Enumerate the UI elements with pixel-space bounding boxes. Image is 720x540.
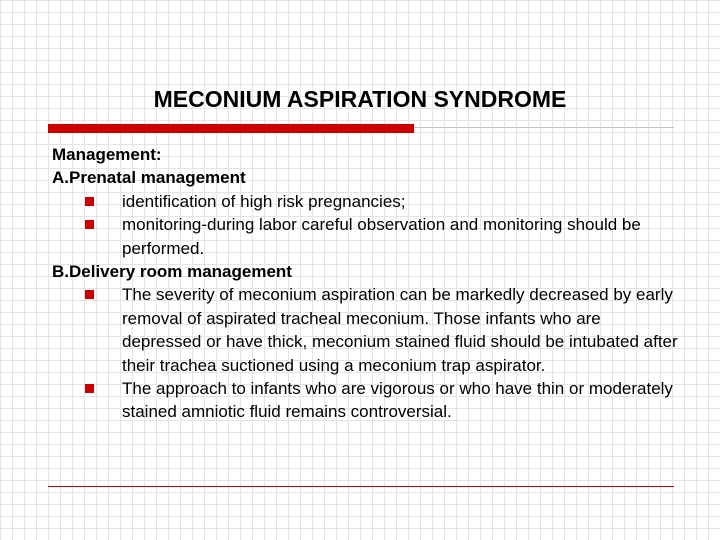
square-bullet-icon [85, 197, 94, 206]
bullet-text: The approach to infants who are vigorous or who have thin or moderately stained amniotic fluid remains controversial. [122, 379, 673, 422]
bullet-text: monitoring-during labor careful observation and monitoring should be performed. [122, 215, 641, 258]
bullet-item [52, 283, 682, 377]
bullet-item [52, 213, 682, 260]
bullet-item [52, 377, 682, 424]
title-underline [48, 124, 674, 133]
slide-body [52, 143, 682, 424]
management-heading: Management: [52, 145, 162, 164]
square-bullet-icon [85, 384, 94, 393]
square-bullet-icon [85, 290, 94, 299]
footer-rule [48, 486, 674, 487]
bullet-text: The severity of meconium aspiration can be markedly decreased by early removal of aspirated tracheal meconium. Those infants who are depressed or have thick, meconium stained fluid should be intubated after their trachea suctioned using a meconium trap aspirator. [122, 285, 678, 375]
square-bullet-icon [85, 220, 94, 229]
slide-title: MECONIUM ASPIRATION SYNDROME [153, 86, 567, 112]
title-underline-line [414, 127, 674, 128]
bullet-item [52, 190, 682, 213]
section-heading-delivery-room: B.Delivery room management [52, 262, 292, 282]
bullet-text: identification of high risk pregnancies; [122, 191, 406, 211]
section-heading-prenatal: A.Prenatal management [52, 168, 246, 188]
title-underline-accent [48, 124, 414, 133]
